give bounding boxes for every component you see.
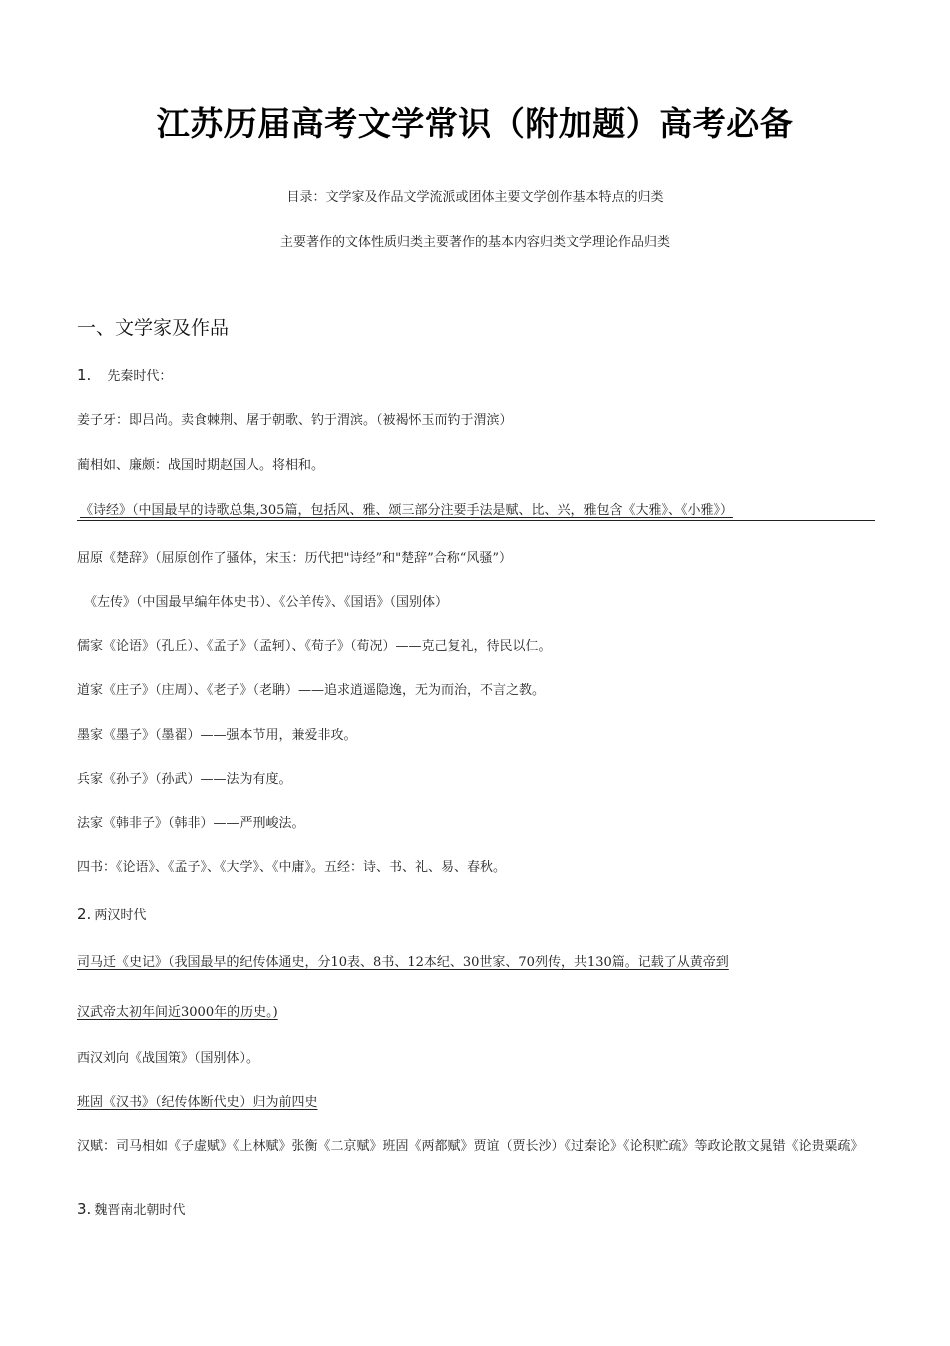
text-line: 蔺相如、廉颇：战国时期赵国人。将相和。 [77,458,325,473]
toc-line-1: 目录：文学家及作品文学流派或团体主要文学创作基本特点的归类 [286,190,664,205]
period-heading-3 [77,1200,185,1220]
text-line-underlined: 《诗经》（中国最早的诗歌总集,305篇，包括风、雅、颂三部分注要手法是赋、比、兴，雅包含《大雅》、《小雅》） [80,503,733,518]
text-line: 四书：《论语》、《孟子》、《大学》、《中庸》。五经：诗、书、礼、易、春秋。 [77,860,507,875]
horizontal-rule [77,520,875,521]
text-line-underlined: 司马迁《史记》（我国最早的纪传体通史，分10表、8书、12本纪、30世家、70列传，共130篇。记载了从黄帝到 [77,955,729,970]
toc-line-2: 主要著作的文体性质归类主要著作的基本内容归类文学理论作品归类 [279,235,670,250]
period-label: 魏晋南北朝时代 [94,1203,186,1218]
text-line: 姜子牙：即吕尚。卖食棘荆、屠于朝歌、钓于渭滨。（被褐怀玉而钓于渭滨） [77,413,513,428]
text-line: 屈原《楚辞》（屈原创作了骚体，宋玉：历代把"诗经”和"楚辞”合称“风骚”） [77,551,513,566]
document-title: 江苏历届高考文学常识（附加题）高考必备 [156,104,794,143]
text-line-underlined: 汉武帝太初年间近3000年的历史。) [77,1005,278,1020]
text-line: 西汉刘向《战国策》（国别体）。 [77,1051,260,1066]
text-line: 法家《韩非子》（韩非）——严刑峻法。 [77,816,305,831]
period-heading-1 [77,366,172,386]
period-number: 1. [77,366,92,384]
text-line: 《左传》（中国最早编年体史书）、《公羊传》、《国语》（国别体） [84,595,449,610]
text-line-underlined: 班固《汉书》（纪传体断代史）归为前四史 [77,1095,318,1110]
text-line: 儒家《论语》（孔丘）、《孟子》（孟轲）、《荀子》（荀况）——克己复礼，待民以仁。 [77,639,552,654]
period-number: 2. [77,905,92,923]
period-heading-2 [77,905,146,925]
text-line: 道家《庄子》（庄周）、《老子》（老聃）——追求逍遥隐逸，无为而治，不言之教。 [77,683,546,698]
section-heading: 一、文学家及作品 [77,317,230,339]
text-paragraph: 汉赋：司马相如《子虚赋》《上林赋》张衡《二京赋》班固《两都赋》贾谊（贾长沙）《过秦论》《论积贮疏》等政论散文晁错《论贵粟疏》 [77,1139,864,1154]
text-line: 墨家《墨子》（墨翟）——强本节用，兼爱非攻。 [77,728,357,743]
period-number: 3. [77,1200,92,1218]
period-label: 先秦时代： [107,369,173,384]
period-label: 两汉时代 [94,908,147,923]
text-line: 兵家《孙子》（孙武）——法为有度。 [77,772,292,787]
